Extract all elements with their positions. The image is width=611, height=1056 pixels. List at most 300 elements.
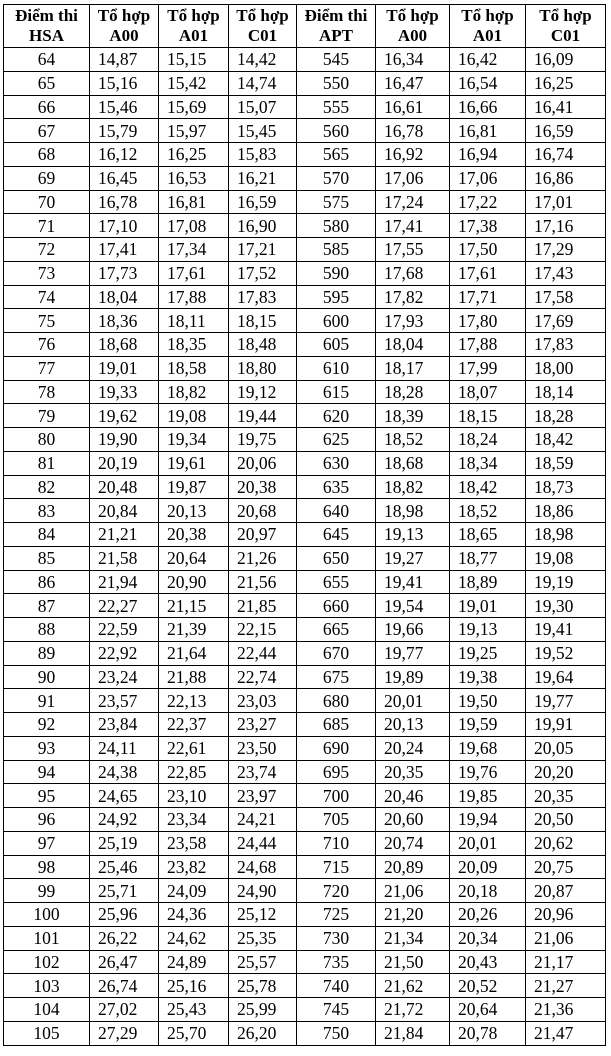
hsa-score-cell: 103 bbox=[4, 974, 90, 998]
apt-score-cell: 745 bbox=[297, 998, 376, 1022]
hsa-score-cell: 101 bbox=[4, 926, 90, 950]
apt-c01-cell: 16,25 bbox=[526, 71, 606, 95]
hsa-score-cell: 69 bbox=[4, 166, 90, 190]
table-row bbox=[4, 48, 606, 72]
apt-c01-cell: 18,98 bbox=[526, 523, 606, 547]
hsa-a00-cell: 25,46 bbox=[90, 855, 159, 879]
apt-a00-cell: 17,68 bbox=[376, 261, 450, 285]
apt-c01-cell: 20,87 bbox=[526, 879, 606, 903]
hsa-a00-cell: 16,12 bbox=[90, 143, 159, 167]
hsa-score-cell: 78 bbox=[4, 380, 90, 404]
hsa-c01-cell: 17,21 bbox=[229, 238, 297, 262]
apt-a00-cell: 20,74 bbox=[376, 831, 450, 855]
apt-a00-cell: 19,89 bbox=[376, 665, 450, 689]
header-label-line: C01 bbox=[550, 26, 581, 45]
hsa-c01-cell: 19,12 bbox=[229, 380, 297, 404]
apt-score-cell: 710 bbox=[297, 831, 376, 855]
apt-a01-cell: 19,38 bbox=[450, 665, 526, 689]
apt-score-cell: 595 bbox=[297, 285, 376, 309]
hsa-a01-cell: 23,58 bbox=[159, 831, 229, 855]
hsa-a01-cell: 20,64 bbox=[159, 546, 229, 570]
apt-score-cell: 695 bbox=[297, 760, 376, 784]
hsa-a00-cell: 15,46 bbox=[90, 95, 159, 119]
apt-a00-cell: 21,50 bbox=[376, 950, 450, 974]
hsa-a01-cell: 22,13 bbox=[159, 689, 229, 713]
hsa-score-cell: 74 bbox=[4, 285, 90, 309]
hsa-c01-cell: 23,74 bbox=[229, 760, 297, 784]
apt-a01-cell: 17,06 bbox=[450, 166, 526, 190]
apt-c01-cell: 18,73 bbox=[526, 475, 606, 499]
apt-c01-cell: 20,75 bbox=[526, 855, 606, 879]
hsa-score-cell: 105 bbox=[4, 1021, 90, 1045]
hsa-a01-cell: 20,13 bbox=[159, 499, 229, 523]
hsa-a00-cell: 21,21 bbox=[90, 523, 159, 547]
apt-score-cell: 615 bbox=[297, 380, 376, 404]
table-row bbox=[4, 404, 606, 428]
apt-c01-cell: 16,86 bbox=[526, 166, 606, 190]
hsa-c01-cell: 15,07 bbox=[229, 95, 297, 119]
table-row bbox=[4, 689, 606, 713]
hsa-a01-cell: 21,15 bbox=[159, 594, 229, 618]
apt-score-cell: 640 bbox=[297, 499, 376, 523]
hsa-score-cell: 86 bbox=[4, 570, 90, 594]
apt-c01-cell: 21,27 bbox=[526, 974, 606, 998]
apt-a00-cell: 16,92 bbox=[376, 143, 450, 167]
apt-score-cell: 675 bbox=[297, 665, 376, 689]
apt-a00-cell: 21,84 bbox=[376, 1021, 450, 1045]
apt-score-cell: 585 bbox=[297, 238, 376, 262]
table-row bbox=[4, 713, 606, 737]
apt-a00-cell: 16,34 bbox=[376, 48, 450, 72]
apt-score-cell: 655 bbox=[297, 570, 376, 594]
apt-score-cell: 575 bbox=[297, 190, 376, 214]
hsa-score-cell: 89 bbox=[4, 641, 90, 665]
apt-a00-cell: 21,06 bbox=[376, 879, 450, 903]
apt-a01-cell: 19,85 bbox=[450, 784, 526, 808]
hsa-a01-cell: 22,37 bbox=[159, 713, 229, 737]
hsa-score-cell: 68 bbox=[4, 143, 90, 167]
table-row bbox=[4, 499, 606, 523]
hsa-a01-cell: 23,82 bbox=[159, 855, 229, 879]
hsa-c01-cell: 25,78 bbox=[229, 974, 297, 998]
apt-c01-cell: 19,30 bbox=[526, 594, 606, 618]
apt-c01-cell: 18,59 bbox=[526, 451, 606, 475]
hsa-a01-cell: 18,58 bbox=[159, 356, 229, 380]
hsa-a00-cell: 22,92 bbox=[90, 641, 159, 665]
apt-score-cell: 690 bbox=[297, 736, 376, 760]
apt-a00-cell: 20,46 bbox=[376, 784, 450, 808]
table-row bbox=[4, 451, 606, 475]
apt-c01-cell: 21,17 bbox=[526, 950, 606, 974]
apt-a00-cell: 17,06 bbox=[376, 166, 450, 190]
apt-c01-cell: 21,06 bbox=[526, 926, 606, 950]
apt-a01-cell: 19,13 bbox=[450, 618, 526, 642]
hsa-c01-cell: 22,15 bbox=[229, 618, 297, 642]
hsa-a01-cell: 15,42 bbox=[159, 71, 229, 95]
hsa-a01-cell: 15,97 bbox=[159, 119, 229, 143]
apt-a01-cell: 17,22 bbox=[450, 190, 526, 214]
apt-a00-cell: 18,82 bbox=[376, 475, 450, 499]
hsa-a00-cell: 17,73 bbox=[90, 261, 159, 285]
apt-c01-cell: 16,09 bbox=[526, 48, 606, 72]
apt-c01-cell: 20,50 bbox=[526, 808, 606, 832]
apt-a00-cell: 18,17 bbox=[376, 356, 450, 380]
header-apt-a01 bbox=[450, 5, 526, 48]
hsa-c01-cell: 20,97 bbox=[229, 523, 297, 547]
hsa-c01-cell: 21,56 bbox=[229, 570, 297, 594]
apt-a01-cell: 18,24 bbox=[450, 428, 526, 452]
hsa-a00-cell: 26,74 bbox=[90, 974, 159, 998]
apt-a01-cell: 18,42 bbox=[450, 475, 526, 499]
table-row bbox=[4, 380, 606, 404]
hsa-c01-cell: 20,68 bbox=[229, 499, 297, 523]
apt-score-cell: 620 bbox=[297, 404, 376, 428]
table-row bbox=[4, 285, 606, 309]
apt-a01-cell: 19,50 bbox=[450, 689, 526, 713]
hsa-c01-cell: 18,15 bbox=[229, 309, 297, 333]
hsa-score-cell: 64 bbox=[4, 48, 90, 72]
header-label-line: A00 bbox=[397, 26, 428, 45]
header-label-line: Điểm thi bbox=[15, 6, 78, 25]
apt-score-cell: 550 bbox=[297, 71, 376, 95]
apt-c01-cell: 21,47 bbox=[526, 1021, 606, 1045]
hsa-a01-cell: 23,10 bbox=[159, 784, 229, 808]
apt-a01-cell: 16,54 bbox=[450, 71, 526, 95]
apt-score-cell: 665 bbox=[297, 618, 376, 642]
hsa-a00-cell: 24,92 bbox=[90, 808, 159, 832]
table-row bbox=[4, 333, 606, 357]
hsa-a00-cell: 19,33 bbox=[90, 380, 159, 404]
hsa-c01-cell: 24,21 bbox=[229, 808, 297, 832]
table-row bbox=[4, 903, 606, 927]
hsa-a00-cell: 19,01 bbox=[90, 356, 159, 380]
header-hsa-c01 bbox=[229, 5, 297, 48]
hsa-a00-cell: 21,58 bbox=[90, 546, 159, 570]
apt-c01-cell: 20,20 bbox=[526, 760, 606, 784]
hsa-score-cell: 71 bbox=[4, 214, 90, 238]
apt-a01-cell: 16,81 bbox=[450, 119, 526, 143]
apt-a00-cell: 19,41 bbox=[376, 570, 450, 594]
table-row bbox=[4, 95, 606, 119]
hsa-a00-cell: 23,57 bbox=[90, 689, 159, 713]
hsa-c01-cell: 16,90 bbox=[229, 214, 297, 238]
hsa-score-cell: 82 bbox=[4, 475, 90, 499]
table-row bbox=[4, 166, 606, 190]
apt-a00-cell: 18,68 bbox=[376, 451, 450, 475]
hsa-a00-cell: 18,04 bbox=[90, 285, 159, 309]
hsa-a01-cell: 18,35 bbox=[159, 333, 229, 357]
hsa-score-cell: 92 bbox=[4, 713, 90, 737]
hsa-a01-cell: 22,85 bbox=[159, 760, 229, 784]
apt-a00-cell: 18,52 bbox=[376, 428, 450, 452]
apt-a00-cell: 20,60 bbox=[376, 808, 450, 832]
hsa-a01-cell: 25,43 bbox=[159, 998, 229, 1022]
apt-score-cell: 630 bbox=[297, 451, 376, 475]
apt-a01-cell: 17,88 bbox=[450, 333, 526, 357]
header-apt-score bbox=[297, 5, 376, 48]
apt-c01-cell: 20,96 bbox=[526, 903, 606, 927]
hsa-a01-cell: 16,81 bbox=[159, 190, 229, 214]
apt-score-cell: 705 bbox=[297, 808, 376, 832]
apt-a01-cell: 20,09 bbox=[450, 855, 526, 879]
apt-a01-cell: 18,77 bbox=[450, 546, 526, 570]
apt-a01-cell: 19,59 bbox=[450, 713, 526, 737]
hsa-a01-cell: 20,90 bbox=[159, 570, 229, 594]
hsa-a00-cell: 25,19 bbox=[90, 831, 159, 855]
apt-a00-cell: 18,04 bbox=[376, 333, 450, 357]
hsa-a01-cell: 16,25 bbox=[159, 143, 229, 167]
apt-a00-cell: 16,47 bbox=[376, 71, 450, 95]
hsa-a01-cell: 21,39 bbox=[159, 618, 229, 642]
hsa-a00-cell: 24,38 bbox=[90, 760, 159, 784]
table-row bbox=[4, 71, 606, 95]
apt-c01-cell: 17,69 bbox=[526, 309, 606, 333]
hsa-a01-cell: 25,16 bbox=[159, 974, 229, 998]
apt-c01-cell: 19,52 bbox=[526, 641, 606, 665]
apt-score-cell: 735 bbox=[297, 950, 376, 974]
apt-score-cell: 625 bbox=[297, 428, 376, 452]
hsa-score-cell: 90 bbox=[4, 665, 90, 689]
hsa-c01-cell: 18,48 bbox=[229, 333, 297, 357]
hsa-a00-cell: 24,65 bbox=[90, 784, 159, 808]
hsa-a00-cell: 26,47 bbox=[90, 950, 159, 974]
apt-score-cell: 545 bbox=[297, 48, 376, 72]
apt-c01-cell: 17,83 bbox=[526, 333, 606, 357]
apt-a00-cell: 16,61 bbox=[376, 95, 450, 119]
apt-score-cell: 580 bbox=[297, 214, 376, 238]
apt-a00-cell: 21,62 bbox=[376, 974, 450, 998]
apt-score-cell: 725 bbox=[297, 903, 376, 927]
apt-a00-cell: 20,35 bbox=[376, 760, 450, 784]
apt-a00-cell: 19,27 bbox=[376, 546, 450, 570]
header-label-line: HSA bbox=[29, 26, 64, 45]
apt-a01-cell: 19,76 bbox=[450, 760, 526, 784]
hsa-a01-cell: 25,70 bbox=[159, 1021, 229, 1045]
apt-c01-cell: 20,35 bbox=[526, 784, 606, 808]
apt-c01-cell: 19,77 bbox=[526, 689, 606, 713]
hsa-c01-cell: 22,74 bbox=[229, 665, 297, 689]
apt-c01-cell: 17,58 bbox=[526, 285, 606, 309]
apt-a01-cell: 17,80 bbox=[450, 309, 526, 333]
hsa-a01-cell: 18,82 bbox=[159, 380, 229, 404]
header-label-line: C01 bbox=[247, 26, 278, 45]
hsa-score-cell: 97 bbox=[4, 831, 90, 855]
apt-a01-cell: 17,50 bbox=[450, 238, 526, 262]
hsa-a01-cell: 19,34 bbox=[159, 428, 229, 452]
hsa-c01-cell: 15,45 bbox=[229, 119, 297, 143]
hsa-score-cell: 79 bbox=[4, 404, 90, 428]
hsa-score-cell: 75 bbox=[4, 309, 90, 333]
hsa-a01-cell: 15,69 bbox=[159, 95, 229, 119]
hsa-c01-cell: 16,21 bbox=[229, 166, 297, 190]
apt-a01-cell: 16,66 bbox=[450, 95, 526, 119]
hsa-a00-cell: 20,48 bbox=[90, 475, 159, 499]
header-hsa-score bbox=[4, 5, 90, 48]
apt-c01-cell: 19,19 bbox=[526, 570, 606, 594]
apt-a01-cell: 18,89 bbox=[450, 570, 526, 594]
hsa-a00-cell: 24,11 bbox=[90, 736, 159, 760]
hsa-score-cell: 76 bbox=[4, 333, 90, 357]
apt-a00-cell: 20,01 bbox=[376, 689, 450, 713]
hsa-a01-cell: 19,61 bbox=[159, 451, 229, 475]
hsa-score-cell: 95 bbox=[4, 784, 90, 808]
apt-a01-cell: 18,15 bbox=[450, 404, 526, 428]
apt-score-cell: 720 bbox=[297, 879, 376, 903]
hsa-c01-cell: 14,42 bbox=[229, 48, 297, 72]
hsa-a00-cell: 23,84 bbox=[90, 713, 159, 737]
table-row bbox=[4, 570, 606, 594]
table-row bbox=[4, 665, 606, 689]
hsa-c01-cell: 21,85 bbox=[229, 594, 297, 618]
apt-score-cell: 570 bbox=[297, 166, 376, 190]
hsa-c01-cell: 20,06 bbox=[229, 451, 297, 475]
apt-score-cell: 605 bbox=[297, 333, 376, 357]
apt-c01-cell: 18,14 bbox=[526, 380, 606, 404]
hsa-a00-cell: 16,78 bbox=[90, 190, 159, 214]
hsa-c01-cell: 16,59 bbox=[229, 190, 297, 214]
apt-score-cell: 685 bbox=[297, 713, 376, 737]
apt-score-cell: 565 bbox=[297, 143, 376, 167]
apt-a01-cell: 16,94 bbox=[450, 143, 526, 167]
table-row bbox=[4, 190, 606, 214]
hsa-a00-cell: 18,36 bbox=[90, 309, 159, 333]
apt-c01-cell: 17,43 bbox=[526, 261, 606, 285]
table-row bbox=[4, 119, 606, 143]
apt-a00-cell: 17,24 bbox=[376, 190, 450, 214]
apt-score-cell: 740 bbox=[297, 974, 376, 998]
hsa-a00-cell: 15,16 bbox=[90, 71, 159, 95]
hsa-c01-cell: 23,27 bbox=[229, 713, 297, 737]
apt-c01-cell: 18,42 bbox=[526, 428, 606, 452]
hsa-c01-cell: 23,97 bbox=[229, 784, 297, 808]
hsa-score-cell: 66 bbox=[4, 95, 90, 119]
hsa-score-cell: 94 bbox=[4, 760, 90, 784]
apt-c01-cell: 19,91 bbox=[526, 713, 606, 737]
header-label-line: Tổ hợp bbox=[386, 6, 439, 25]
table-body bbox=[4, 48, 606, 1046]
hsa-c01-cell: 14,74 bbox=[229, 71, 297, 95]
header-hsa-a00 bbox=[90, 5, 159, 48]
hsa-a01-cell: 17,88 bbox=[159, 285, 229, 309]
hsa-a01-cell: 21,64 bbox=[159, 641, 229, 665]
apt-score-cell: 750 bbox=[297, 1021, 376, 1045]
table-row bbox=[4, 594, 606, 618]
hsa-score-cell: 81 bbox=[4, 451, 90, 475]
hsa-score-cell: 100 bbox=[4, 903, 90, 927]
header-label-line: Tổ hợp bbox=[539, 6, 592, 25]
apt-a00-cell: 17,55 bbox=[376, 238, 450, 262]
apt-c01-cell: 16,59 bbox=[526, 119, 606, 143]
header-label-line: A01 bbox=[472, 26, 503, 45]
table-row bbox=[4, 760, 606, 784]
hsa-c01-cell: 20,38 bbox=[229, 475, 297, 499]
apt-c01-cell: 19,41 bbox=[526, 618, 606, 642]
header-label-line: Tổ hợp bbox=[97, 6, 151, 25]
apt-a00-cell: 19,66 bbox=[376, 618, 450, 642]
hsa-score-cell: 70 bbox=[4, 190, 90, 214]
apt-score-cell: 555 bbox=[297, 95, 376, 119]
hsa-a00-cell: 26,22 bbox=[90, 926, 159, 950]
hsa-score-cell: 104 bbox=[4, 998, 90, 1022]
apt-score-cell: 730 bbox=[297, 926, 376, 950]
apt-a01-cell: 17,99 bbox=[450, 356, 526, 380]
hsa-a00-cell: 17,41 bbox=[90, 238, 159, 262]
apt-a01-cell: 20,64 bbox=[450, 998, 526, 1022]
hsa-a00-cell: 18,68 bbox=[90, 333, 159, 357]
hsa-a01-cell: 17,34 bbox=[159, 238, 229, 262]
table-row bbox=[4, 641, 606, 665]
apt-c01-cell: 17,29 bbox=[526, 238, 606, 262]
apt-a01-cell: 20,78 bbox=[450, 1021, 526, 1045]
hsa-c01-cell: 22,44 bbox=[229, 641, 297, 665]
header-label-line: APT bbox=[319, 26, 353, 45]
table-row bbox=[4, 261, 606, 285]
hsa-a01-cell: 24,09 bbox=[159, 879, 229, 903]
hsa-a01-cell: 22,61 bbox=[159, 736, 229, 760]
apt-a01-cell: 18,65 bbox=[450, 523, 526, 547]
hsa-a00-cell: 27,02 bbox=[90, 998, 159, 1022]
hsa-a00-cell: 14,87 bbox=[90, 48, 159, 72]
apt-score-cell: 590 bbox=[297, 261, 376, 285]
apt-score-cell: 680 bbox=[297, 689, 376, 713]
hsa-c01-cell: 25,57 bbox=[229, 950, 297, 974]
table-row bbox=[4, 428, 606, 452]
apt-a00-cell: 16,78 bbox=[376, 119, 450, 143]
table-row bbox=[4, 950, 606, 974]
apt-a01-cell: 17,71 bbox=[450, 285, 526, 309]
table-row bbox=[4, 523, 606, 547]
table-header-row bbox=[4, 5, 606, 48]
hsa-c01-cell: 17,52 bbox=[229, 261, 297, 285]
hsa-a01-cell: 19,87 bbox=[159, 475, 229, 499]
apt-a00-cell: 17,93 bbox=[376, 309, 450, 333]
table-row bbox=[4, 214, 606, 238]
header-label-line: Tổ hợp bbox=[461, 6, 514, 25]
apt-a01-cell: 19,68 bbox=[450, 736, 526, 760]
apt-a01-cell: 20,43 bbox=[450, 950, 526, 974]
apt-c01-cell: 21,36 bbox=[526, 998, 606, 1022]
hsa-score-cell: 98 bbox=[4, 855, 90, 879]
apt-a01-cell: 17,61 bbox=[450, 261, 526, 285]
hsa-score-cell: 73 bbox=[4, 261, 90, 285]
apt-a00-cell: 21,34 bbox=[376, 926, 450, 950]
hsa-c01-cell: 24,68 bbox=[229, 855, 297, 879]
apt-a01-cell: 19,94 bbox=[450, 808, 526, 832]
hsa-a00-cell: 27,29 bbox=[90, 1021, 159, 1045]
hsa-score-cell: 99 bbox=[4, 879, 90, 903]
table-row bbox=[4, 784, 606, 808]
hsa-c01-cell: 25,12 bbox=[229, 903, 297, 927]
hsa-a00-cell: 21,94 bbox=[90, 570, 159, 594]
apt-c01-cell: 18,28 bbox=[526, 404, 606, 428]
table-row bbox=[4, 926, 606, 950]
apt-a01-cell: 18,34 bbox=[450, 451, 526, 475]
hsa-a00-cell: 20,84 bbox=[90, 499, 159, 523]
hsa-c01-cell: 21,26 bbox=[229, 546, 297, 570]
apt-c01-cell: 20,62 bbox=[526, 831, 606, 855]
hsa-c01-cell: 23,50 bbox=[229, 736, 297, 760]
apt-a00-cell: 19,77 bbox=[376, 641, 450, 665]
hsa-score-cell: 87 bbox=[4, 594, 90, 618]
hsa-a00-cell: 16,45 bbox=[90, 166, 159, 190]
apt-score-cell: 700 bbox=[297, 784, 376, 808]
apt-a01-cell: 18,07 bbox=[450, 380, 526, 404]
table-row bbox=[4, 831, 606, 855]
hsa-score-cell: 84 bbox=[4, 523, 90, 547]
apt-a00-cell: 20,89 bbox=[376, 855, 450, 879]
table-row bbox=[4, 808, 606, 832]
table-row bbox=[4, 309, 606, 333]
